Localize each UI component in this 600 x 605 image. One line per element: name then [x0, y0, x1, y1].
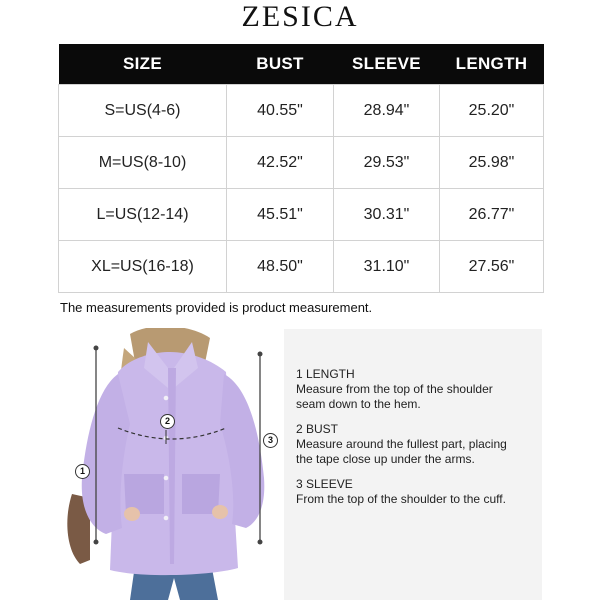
cell-sleeve: 31.10"	[334, 241, 440, 293]
guide-sleeve-title: 3 SLEEVE	[296, 477, 353, 491]
cell-bust: 48.50"	[227, 241, 334, 293]
marker-sleeve: 3	[263, 433, 278, 448]
table-row	[59, 189, 544, 241]
table-row	[59, 137, 544, 189]
table-header-row	[59, 44, 544, 85]
cell-size: L=US(12-14)	[59, 189, 227, 241]
cell-size: S=US(4-6)	[59, 85, 227, 137]
model-jacket-illustration	[60, 328, 284, 600]
table-row	[59, 241, 544, 293]
column-header-sleeve: SLEEVE	[334, 44, 440, 85]
guide-sleeve	[296, 477, 532, 507]
cell-length: 27.56"	[440, 241, 544, 293]
cell-sleeve: 30.31"	[334, 189, 440, 241]
guide-bust-desc: Measure around the fullest part, placing the tape close up under the arms.	[296, 437, 507, 466]
cell-length: 25.98"	[440, 137, 544, 189]
table-row	[59, 85, 544, 137]
cell-sleeve: 28.94"	[334, 85, 440, 137]
marker-bust: 2	[160, 414, 175, 429]
guide-bust	[296, 422, 508, 467]
guide-sleeve-desc: From the top of the shoulder to the cuff.	[296, 492, 506, 506]
guide-length-desc: Measure from the top of the shoulder seam down to the hem.	[296, 382, 493, 411]
cell-bust: 45.51"	[227, 189, 334, 241]
cell-bust: 42.52"	[227, 137, 334, 189]
size-chart-table	[58, 44, 544, 293]
measurement-note: The measurements provided is product measurement.	[60, 300, 373, 315]
column-header-bust: BUST	[227, 44, 334, 85]
measurement-guide-panel	[284, 329, 542, 600]
cell-size: XL=US(16-18)	[59, 241, 227, 293]
column-header-size: SIZE	[59, 44, 227, 85]
column-header-length: LENGTH	[440, 44, 544, 85]
guide-length-title: 1 LENGTH	[296, 367, 355, 381]
marker-length: 1	[75, 464, 90, 479]
cell-size: M=US(8-10)	[59, 137, 227, 189]
guide-bust-title: 2 BUST	[296, 422, 339, 436]
cell-length: 26.77"	[440, 189, 544, 241]
cell-bust: 40.55"	[227, 85, 334, 137]
cell-length: 25.20"	[440, 85, 544, 137]
cell-sleeve: 29.53"	[334, 137, 440, 189]
guide-length	[296, 367, 508, 412]
brand-logo: ZESICA	[241, 0, 359, 33]
